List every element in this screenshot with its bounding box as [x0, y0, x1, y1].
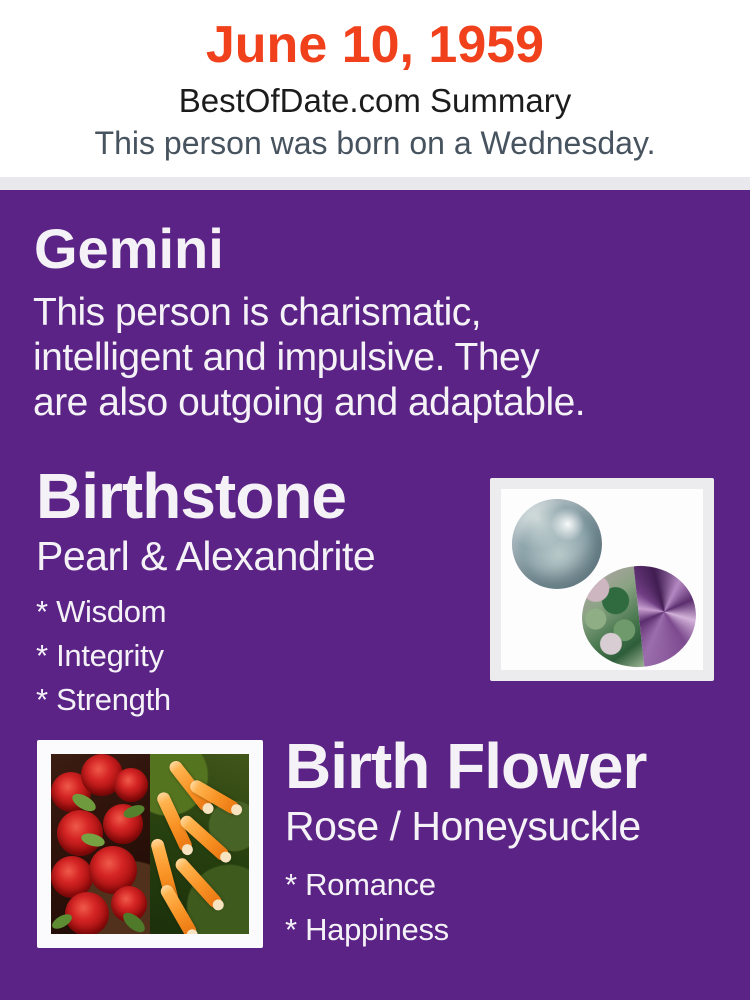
birthstone-traits	[36, 590, 375, 722]
alexandrite-cut-half	[634, 560, 701, 666]
summary-panel	[0, 190, 750, 1000]
birthstone-image	[490, 478, 714, 681]
birthstone-trait: * Wisdom	[36, 594, 167, 629]
birth-flower-heading: Birth Flower	[285, 730, 647, 802]
birth-flower-trait: * Romance	[285, 867, 436, 902]
alexandrite-raw-half	[577, 566, 644, 672]
rose-bloom	[114, 768, 148, 802]
birthstone-section	[36, 460, 375, 722]
birthstone-heading: Birthstone	[36, 460, 346, 532]
zodiac-description-line: are also outgoing and adaptable.	[33, 381, 586, 424]
birth-flower-trait: * Happiness	[285, 912, 449, 947]
rose-bloom	[57, 810, 103, 856]
rose-bloom	[65, 892, 109, 934]
birth-flower-section	[285, 730, 646, 952]
birthstone-trait: * Integrity	[36, 638, 164, 673]
birth-flower-names: Rose / Honeysuckle	[285, 803, 641, 849]
zodiac-description-line: intelligent and impulsive. They	[33, 336, 540, 379]
honeysuckle-photo-half	[150, 754, 249, 934]
date-title: June 10, 1959	[205, 16, 545, 74]
zodiac-sign-heading: Gemini	[34, 217, 224, 280]
zodiac-description-line: This person is charismatic,	[33, 291, 482, 334]
weekday-note: This person was born on a Wednesday.	[94, 125, 656, 161]
honeysuckle-flower	[158, 883, 198, 934]
birthstone-trait: * Strength	[36, 682, 171, 717]
zodiac-description	[33, 290, 713, 425]
birth-flower-image	[37, 740, 263, 948]
birth-flower-image-inner	[51, 754, 249, 934]
alexandrite-graphic	[577, 560, 701, 672]
rose-photo-half	[51, 754, 150, 934]
site-summary-title: BestOfDate.com Summary	[178, 82, 572, 119]
birthstone-names: Pearl & Alexandrite	[36, 533, 376, 579]
header-divider	[0, 177, 750, 190]
birth-flower-traits	[285, 862, 646, 952]
